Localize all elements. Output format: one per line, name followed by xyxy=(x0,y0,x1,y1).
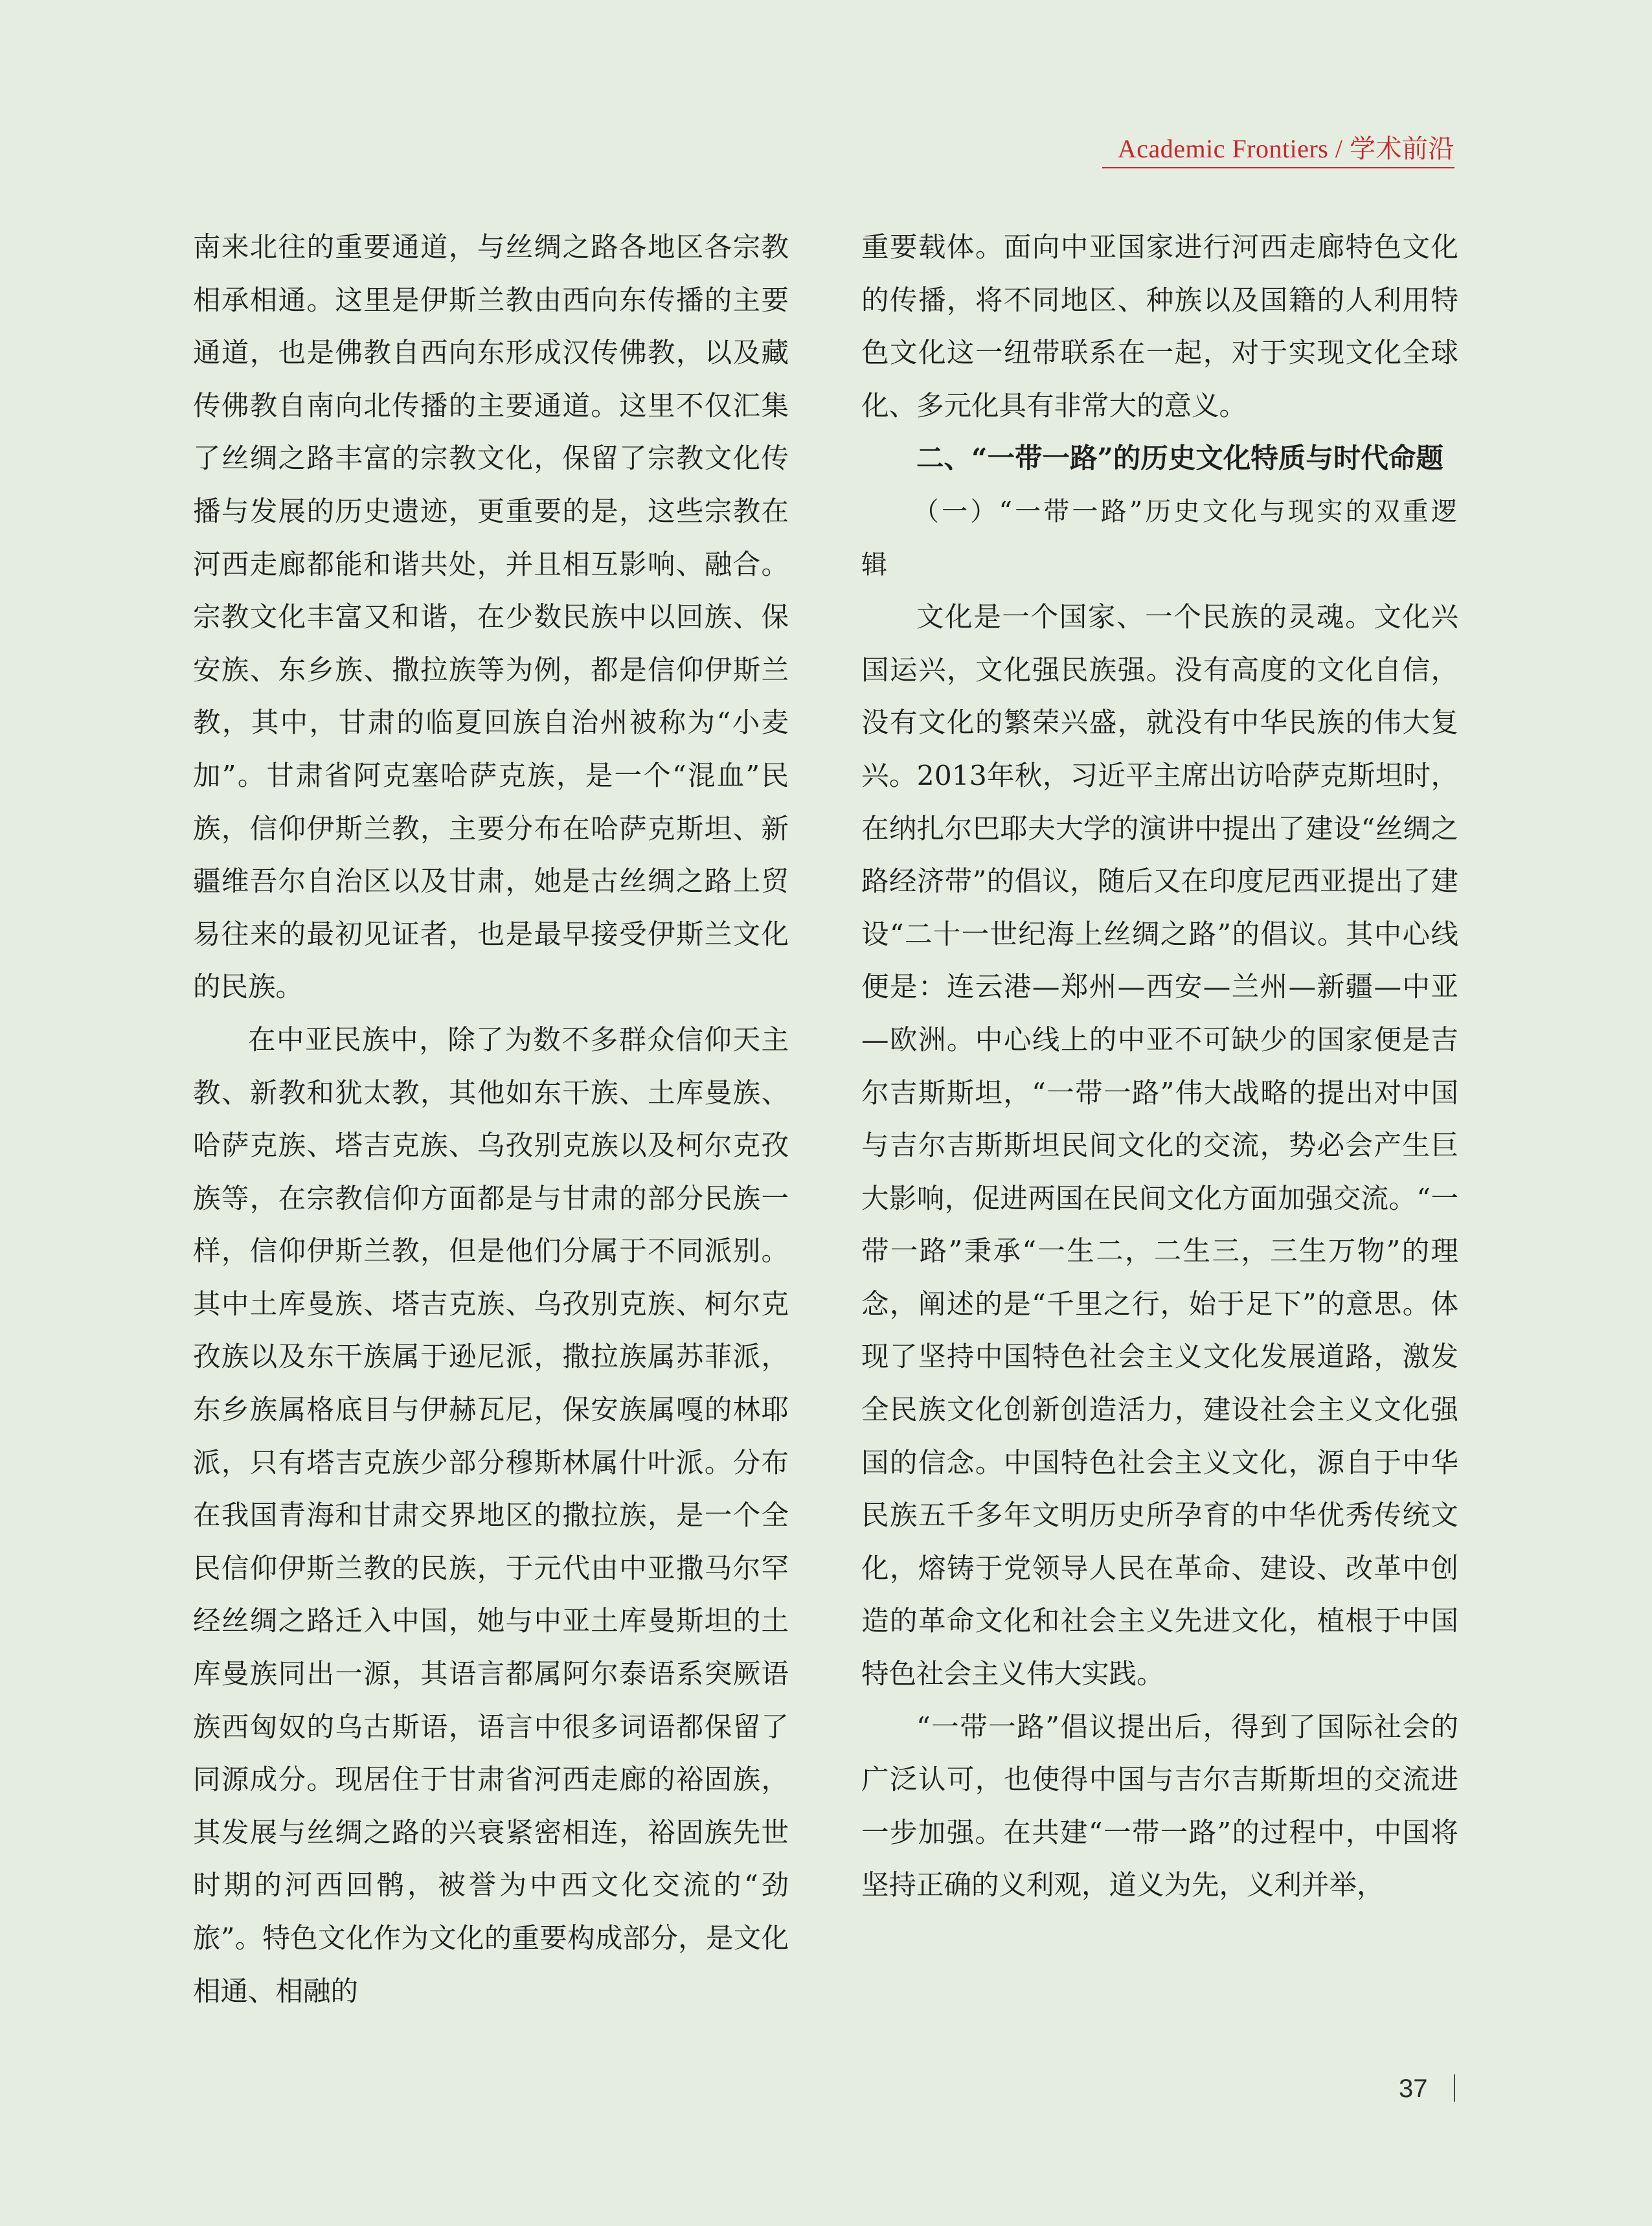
header-rule xyxy=(1102,167,1454,168)
right-column xyxy=(861,221,1458,1913)
right-paragraph-2: 文化是一个国家、一个民族的灵魂。文化兴国运兴，文化强民族强。没有高度的文化自信，没有文化的繁荣兴盛，就没有中华民族的伟大复兴。2013年秋，习近平主席出访哈萨克斯坦时，在纳扎尔巴耶夫大学的演讲中提出了建设“丝绸之路经济带”的倡议，随后又在印度尼西亚提出了建设“二十一世纪海上丝绸之路”的倡议。其中心线便是：连云港—郑州—西安—兰州—新疆—中亚—欧洲。中心线上的中亚不可缺少的国家便是吉尔吉斯斯坦，“一带一路”伟大战略的提出对中国与吉尔吉斯斯坦民间文化的交流，势必会产生巨大影响，促进两国在民间文化方面加强交流。“一带一路”秉承“一生二，二生三，三生万物”的理念，阐述的是“千里之行，始于足下”的意思。体现了坚持中国特色社会主义文化发展道路，激发全民族文化创新创造活力，建设社会主义文化强国的信念。中国特色社会主义文化，源自于中华民族五千多年文明历史所孕育的中华优秀传统文化，熔铸于党领导人民在革命、建设、改革中创造的革命文化和社会主义先进文化，植根于中国特色社会主义伟大实践。 xyxy=(861,602,1458,1691)
left-paragraph-2: 在中亚民族中，除了为数不多群众信仰天主教、新教和犹太教，其他如东干族、土库曼族、哈萨克族、塔吉克族、乌孜别克族以及柯尔克孜族等，在宗教信仰方面都是与甘肃的部分民族一样，信仰伊斯兰教，但是他们分属于不同派别。其中土库曼族、塔吉克族、乌孜别克族、柯尔克孜族以及东干族属于逊尼派，撒拉族属苏菲派，东乡族属格底目与伊赫瓦尼，保安族属嘎的林耶派，只有塔吉克族少部分穆斯林属什叶派。分布在我国青海和甘肃交界地区的撒拉族，是一个全民信仰伊斯兰教的民族，于元代由中亚撒马尔罕经丝绸之路迁入中国，她与中亚土库曼斯坦的土库曼族同出一源，其语言都属阿尔泰语系突厥语族西匈奴的乌古斯语，语言中很多词语都保留了同源成分。现居住于甘肃省河西走廊的裕固族，其发展与丝绸之路的兴衰紧密相连，裕固族先世时期的河西回鹘，被誉为中西文化交流的“劲旅”。特色文化作为文化的重要构成部分，是文化相通、相融的 xyxy=(193,1024,789,2008)
subsection-heading: （一）“一带一路”历史文化与现实的双重逻辑 xyxy=(861,496,1458,580)
page-number: 37 xyxy=(1399,2074,1428,2103)
journal-header: Academic Frontiers / 学术前沿 xyxy=(1117,134,1454,163)
right-paragraph-1: 重要载体。面向中亚国家进行河西走廊特色文化的传播，将不同地区、种族以及国籍的人利用特色文化这一纽带联系在一起，对于实现文化全球化、多元化具有非常大的意义。 xyxy=(861,232,1458,422)
left-column xyxy=(193,221,789,2018)
section-heading: 二、“一带一路”的历史文化特质与时代命题 xyxy=(916,442,1443,475)
page-number-divider xyxy=(1454,2074,1455,2102)
left-paragraph-1: 南来北往的重要通道，与丝绸之路各地区各宗教相承相通。这里是伊斯兰教由西向东传播的主要通道，也是佛教自西向东形成汉传佛教，以及藏传佛教自南向北传播的主要通道。这里不仅汇集了丝绸之路丰富的宗教文化，保留了宗教文化传播与发展的历史遗迹，更重要的是，这些宗教在河西走廊都能和谐共处，并且相互影响、融合。宗教文化丰富又和谐，在少数民族中以回族、保安族、东乡族、撒拉族等为例，都是信仰伊斯兰教，其中，甘肃的临夏回族自治州被称为“小麦加”。甘肃省阿克塞哈萨克族，是一个“混血”民族，信仰伊斯兰教，主要分布在哈萨克斯坦、新疆维吾尔自治区以及甘肃，她是古丝绸之路上贸易往来的最初见证者，也是最早接受伊斯兰文化的民族。 xyxy=(193,232,789,1004)
right-paragraph-3: “一带一路”倡议提出后，得到了国际社会的广泛认可，也使得中国与吉尔吉斯斯坦的交流进一步加强。在共建“一带一路”的过程中，中国将坚持正确的义利观，道义为先，义利并举， xyxy=(861,1711,1458,1902)
